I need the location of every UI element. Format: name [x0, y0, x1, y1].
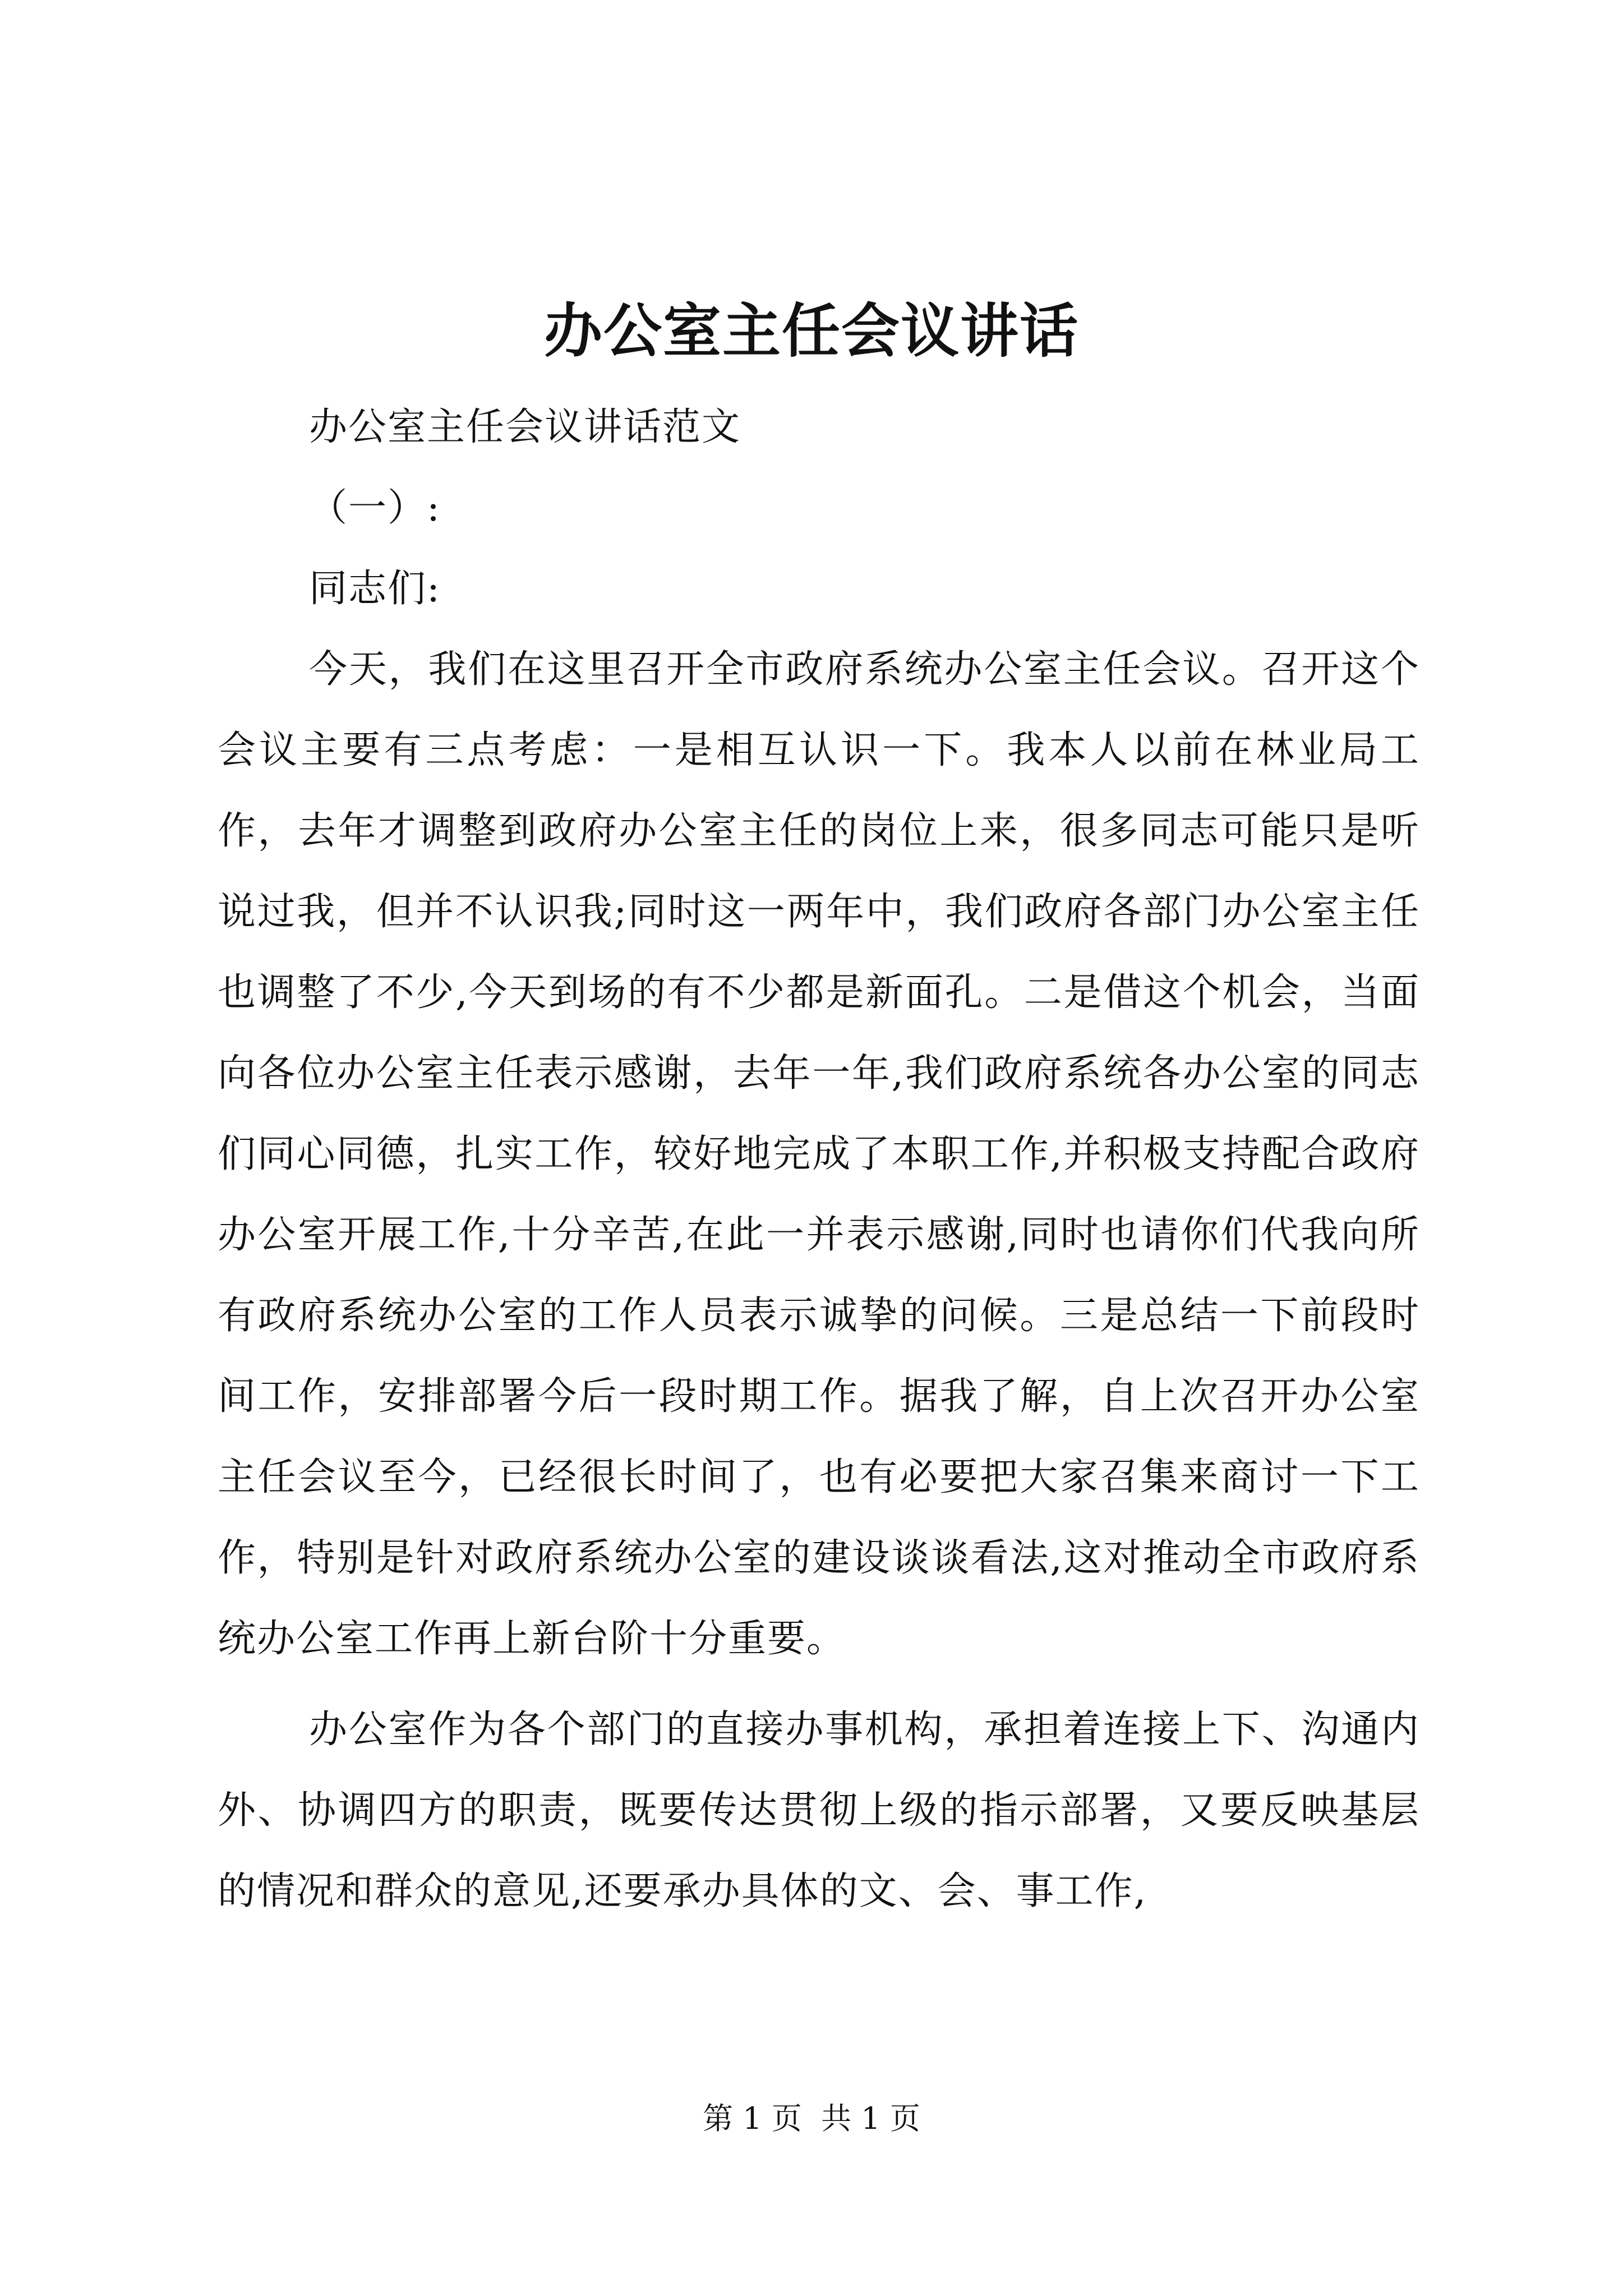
subtitle-paragraph: 办公室主任会议讲话范文: [309, 405, 741, 449]
body-paragraph: 今天，我们在这里召开全市政府系统办公室主任会议。召开这个会议主要有三点考虑：一是相互认识一下。我本人以前在林业局工作，去年才调整到政府办公室主任的岗位上来，很多同志可能只是听说过我，但并不认识我;同时这一两年中，我们政府各部门办公室主任也调整了不少,今天到场的有不少都是新面孔。二是借这个机会，当面向各位办公室主任表示感谢，去年一年,我们政府系统各办公室的同志们同心同德，扎实工作，较好地完成了本职工作,并积极支持配合政府办公室开展工作,十分辛苦,在此一并表示感谢,同时也请你们代我向所有政府系统办公室的工作人员表示诚挚的问候。三是总结一下前段时间工作，安排部署今后一段时期工作。据我了解，自上次召开办公室主任会议至今，已经很长时间了，也有必要把大家召集来商讨一下工作，特别是针对政府系统办公室的建设谈谈看法,这对推动全市政府系统办公室工作再上新台阶十分重要。: [218, 647, 1420, 1661]
body-paragraph: 办公室作为各个部门的直接办事机构，承担着连接上下、沟通内外、协调四方的职责，既要传达贯彻上级的指示部署，又要反映基层的情况和群众的意见,还要承办具体的文、会、事工作,: [218, 1708, 1420, 1913]
document-body: [218, 387, 1420, 1932]
page-footer: 第 1 页 共 1 页: [703, 2101, 920, 2136]
salutation-paragraph: 同志们:: [309, 567, 441, 611]
section-marker-paragraph: （一）:: [309, 486, 441, 530]
document-title: 办公室主任会议讲话: [543, 296, 1079, 365]
